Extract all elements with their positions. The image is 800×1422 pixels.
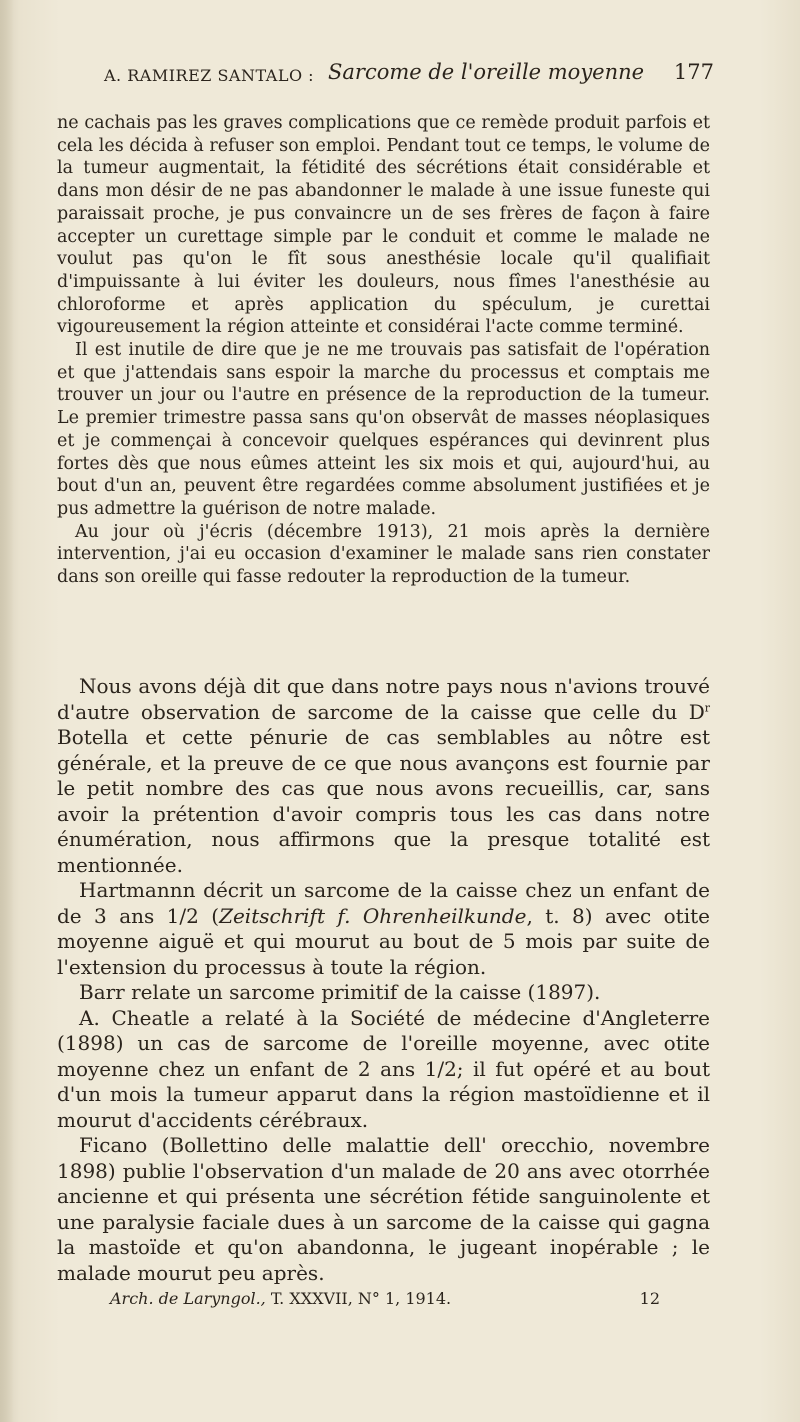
text-run: Botella et cette pénurie de cas semblables au nôtre est générale, et la preuve de ce que nous avançons est fournie par le petit nombre des cas que nous avons recueillis, car, sans avoir la prétention d'avoir compris tous les cas dans notre énumération, nous affirmons que la presque totalité est mentionnée. [57, 725, 710, 877]
paragraph: Il est inutile de dire que je ne me trouvais pas satisfait de l'opération et que j'attendais sans espoir la marche du processus et comptais me trouver un jour ou l'autre en présence de la reproduction de la tumeur. Le premier trimestre passa sans qu'on observât de masses néoplasiques et je commençai à concevoir quelques espérances qui devinrent plus fortes dès que nous eûmes atteint les six mois et qui, aujourd'hui, au bout d'un an, peuvent être regardées comme absolument justifiées et je pus admettre la guérison de notre malade. [57, 340, 710, 519]
superscript: r [704, 700, 710, 714]
page-footer [110, 1289, 660, 1313]
paragraph: Barr relate un sarcome primitif de la caisse (1897). [79, 980, 601, 1004]
running-header [104, 58, 714, 92]
journal-citation: Zeitschrift f. Ohrenheilkunde [219, 903, 527, 928]
journal-name: Arch. de Laryngol., [110, 1289, 266, 1308]
paragraph: ne cachais pas les graves complications que ce remède produit parfois et cela les décida à refuser son emploi. Pendant tout ce temps, le volume de la tumeur augmentait, la fétidité des sécrétions était considérable et dans mon désir de ne pas abandonner le malade à une issue funeste qui paraissait proche, je pus convaincre un de ses frères de façon à faire accepter un curettage simple par le conduit et comme le malade ne voulut pas qu'on le fît sous anesthésie locale qu'il qualifiait d'impuissante à lui éviter les douleurs, nous fîmes l'anesthésie au chloroforme et après application du spéculum, je curettai vigoureusement la région atteinte et considérai l'acte comme terminé. [57, 113, 710, 338]
running-header-title: Sarcome de l'oreille moyenne [328, 60, 645, 84]
text-run: , t. 8) avec otite moyenne aiguë et qui mourut au bout de 5 mois par suite de l'extension du processus à toute la région. [57, 903, 710, 979]
text-run: Nous avons déjà dit que dans notre pays nous n'avions trouvé d'autre observation de sarcome de la caisse que celle du D [57, 674, 710, 724]
text-run: Hartmannn décrit un sarcome de la caisse chez un enfant de de 3 ans 1/2 ( [57, 878, 710, 928]
case-report-text [57, 112, 710, 589]
paragraph [57, 878, 710, 980]
journal-volume: T. XXXVII, N° 1, 1914. [265, 1289, 452, 1308]
paragraph [57, 674, 710, 878]
paragraph: A. Cheatle a relaté à la Société de médecine d'Angleterre (1898) un cas de sarcome de l'oreille moyenne, avec otite moyenne chez un enfant de 2 ans 1/2; il fut opéré et au bout d'un mois la tumeur apparut dans la région mastoïdienne et il mourut d'accidents cérébraux. [57, 1005, 710, 1132]
footer-journal [110, 1289, 451, 1308]
paragraph: Ficano (Bollettino delle malattie dell' orecchio, novembre 1898) publie l'observation d'un malade de 20 ans avec otorrhée ancienne et qui présenta une sécrétion fétide sanguinolente et une paralysie faciale dues à un sarcome de la caisse qui gagna la mastoïde et qu'on abandonna, le jugeant inopérable ; le malade mourut peu après. [57, 1133, 710, 1285]
literature-review-text [57, 674, 710, 1286]
signature-mark: 12 [639, 1289, 660, 1308]
page-number: 177 [673, 60, 714, 84]
running-header-author: A. RAMIREZ SANTALO : [104, 66, 315, 85]
paragraph: Au jour où j'écris (décembre 1913), 21 mois après la dernière intervention, j'ai eu occasion d'examiner le malade sans rien constater dans son oreille qui fasse redouter la reproduction de la tumeur. [57, 521, 710, 588]
page-gutter-shadow [0, 0, 14, 1422]
